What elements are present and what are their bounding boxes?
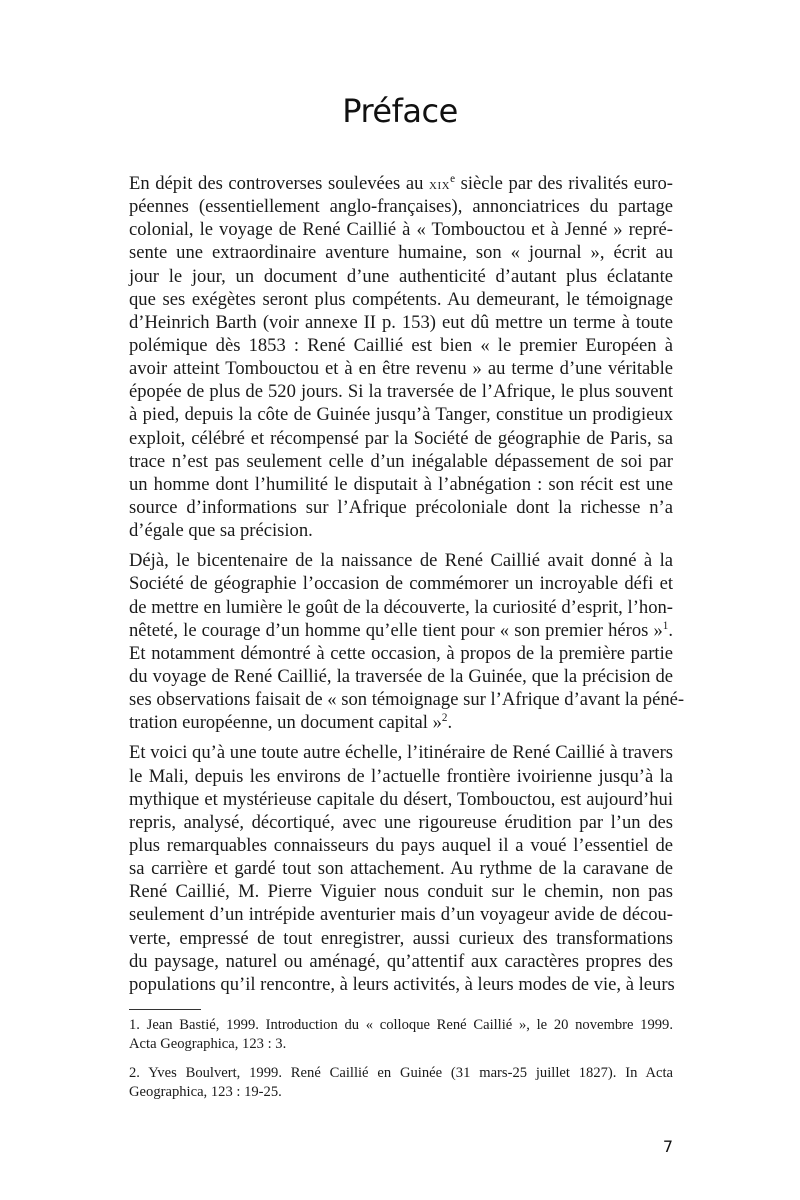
text-line: verte, empressé de tout enregistrer, aussi curieux des transformations xyxy=(129,927,673,949)
page-title: Préface xyxy=(342,92,458,130)
text-segment: siècle par des rivalités euro- xyxy=(455,173,673,194)
text-line: Société de géographie l’occasion de commémorer un incroyable défi et xyxy=(129,573,673,595)
text-line: péennes (essentiellement anglo-françaises), annonciatrices du partage xyxy=(129,196,673,218)
text-line: à pied, depuis la côte de Guinée jusqu’à Tanger, constitue un prodigieux xyxy=(129,404,673,426)
footnote-separator xyxy=(129,1009,201,1010)
text-segment: . xyxy=(668,619,673,641)
text-line xyxy=(129,172,673,195)
footnote-line: 1. Jean Bastié, 1999. Introduction du « colloque René Caillié », le 20 novembre 1999. xyxy=(129,1017,673,1033)
text-line: exploit, célébré et récompensé par la Société de géographie de Paris, sa xyxy=(129,427,673,449)
text-line: Et notamment démontré à cette occasion, à propos de la première partie xyxy=(129,642,673,664)
footnote-reference[interactable]: 1 xyxy=(662,619,669,632)
text-line: du paysage, naturel ou aménagé, qu’attentif aux caractères propres des xyxy=(129,950,673,972)
text-line: avoir atteint Tombouctou et à en être revenu » au terme d’une véritable xyxy=(129,358,673,380)
text-line: mythique et mystérieuse capitale du désert, Tombouctou, est aujourd’hui xyxy=(129,788,673,810)
footnote-line: 2. Yves Boulvert, 1999. René Caillié en Guinée (31 mars-25 juillet 1827). In Acta xyxy=(129,1065,673,1081)
text-line: sente une extraordinaire aventure humaine, son « journal », écrit au xyxy=(129,242,673,264)
century-numeral: xix xyxy=(429,176,451,193)
text-line: Déjà, le bicentenaire de la naissance de René Caillié avait donné à la xyxy=(129,550,673,572)
footnote-line: Acta Geographica, 123 : 3. xyxy=(129,1036,287,1052)
text-segment: nêteté, le courage d’un homme qu’elle tient pour « son premier héros » xyxy=(129,619,663,641)
text-line: que ses exégètes seront plus compétents. Au demeurant, le témoignage xyxy=(129,288,673,310)
ordinal-superscript: e xyxy=(450,172,456,185)
text-line: Et voici qu’à une toute autre échelle, l’itinéraire de René Caillié à travers xyxy=(129,742,673,764)
paragraph xyxy=(129,549,685,734)
text-line: source d’informations sur l’Afrique précoloniale dont la richesse n’a xyxy=(129,496,673,518)
preface-body xyxy=(129,172,685,996)
text-line: d’égale que sa précision. xyxy=(129,520,313,542)
text-segment: En dépit des controverses soulevées au xyxy=(129,173,429,194)
text-line: de mettre en lumière le goût de la découverte, la curiosité d’esprit, l’hon- xyxy=(129,596,673,618)
text-line: jour le jour, un document d’une authenticité d’autant plus éclatante xyxy=(129,265,673,287)
text-line: seulement d’un intrépide aventurier mais d’un voyageur avide de décou- xyxy=(129,904,673,926)
footnote-line: Geographica, 123 : 19-25. xyxy=(129,1084,282,1100)
footnote-reference[interactable]: 2 xyxy=(441,712,448,725)
text-line: d’Heinrich Barth (voir annexe II p. 153) eut dû mettre un terme à toute xyxy=(129,311,673,333)
text-segment: tration européenne, un document capital » xyxy=(129,712,442,734)
text-line: colonial, le voyage de René Caillié à « Tombouctou et à Jenné » repré- xyxy=(129,219,673,241)
footnote-2 xyxy=(129,1064,673,1102)
text-line: repris, analysé, décortiqué, avec une rigoureuse érudition par l’un des xyxy=(129,811,673,833)
text-line: le Mali, depuis les environs de l’actuelle frontière ivoirienne jusqu’à la xyxy=(129,765,673,787)
text-line: du voyage de René Caillié, la traversée de la Guinée, que la précision de xyxy=(129,665,673,687)
text-line: polémique dès 1853 : René Caillié est bien « le premier Européen à xyxy=(129,334,673,356)
text-line: ses observations faisait de « son témoignage sur l’Afrique d’avant la péné- xyxy=(129,689,685,711)
text-line xyxy=(129,619,673,642)
text-segment: . xyxy=(447,712,453,734)
text-line: épopée de plus de 520 jours. Si la traversée de l’Afrique, le plus souvent xyxy=(129,381,673,403)
footnotes xyxy=(129,1016,673,1102)
paragraph xyxy=(129,741,673,996)
text-line: un homme dont l’humilité le disputait à l’abnégation : son récit est une xyxy=(129,473,673,495)
paragraph xyxy=(129,172,673,542)
text-line: plus remarquables connaisseurs du pays auquel il a voué l’essentiel de xyxy=(129,834,673,856)
text-line: populations qu’il rencontre, à leurs activités, à leurs modes de vie, à leurs xyxy=(129,973,675,995)
text-line xyxy=(129,711,673,734)
text-line: René Caillié, M. Pierre Viguier nous conduit sur le chemin, non pas xyxy=(129,881,673,903)
text-line: trace n’est pas seulement celle d’un inégalable dépassement de soi par xyxy=(129,450,673,472)
footnote-1 xyxy=(129,1016,673,1054)
text-line: sa carrière et gardé tout son attachement. Au rythme de la caravane de xyxy=(129,858,673,880)
page-number: 7 xyxy=(662,1137,673,1156)
